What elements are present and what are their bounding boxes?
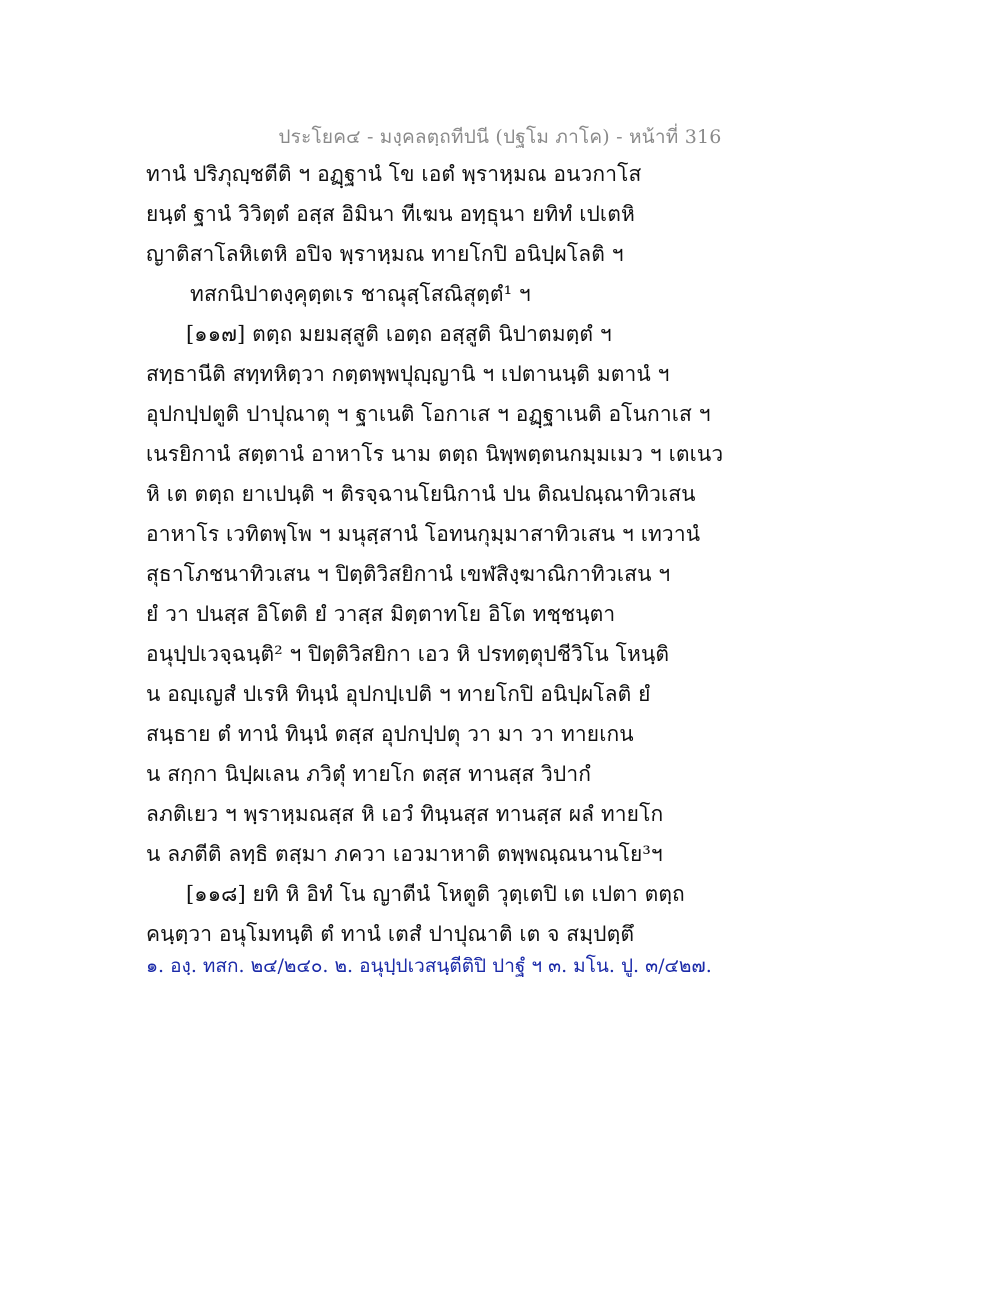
text-line: ลภติเยว ฯ พฺราหฺมณสฺส หิ เอวํ ทินฺนสฺส ทานสฺส ผลํ ทายโก — [146, 802, 664, 826]
text-line: ยํ วา ปนสฺส อิโตติ ยํ วาสฺส มิตฺตาทโย อิโต ทชฺชนฺตา — [146, 602, 616, 626]
running-header: ประโยค๔ - มงฺคลตฺถทีปนี (ปฐโม ภาโค) - หน้าที่ 316 — [278, 126, 722, 148]
text-line: สทฺธานีติ สทฺทหิตฺวา กตฺตพฺพปุญฺญานิ ฯ เปตานนฺติ มตานํ ฯ — [146, 362, 670, 386]
text-line: สนฺธาย ตํ ทานํ ทินฺนํ ตสฺส อุปกปฺปตุ วา มา วา ทายเกน — [146, 722, 634, 746]
text-line: อาหาโร เวทิตพฺโพ ฯ มนุสฺสานํ โอทนกุมฺมาสาทิวเสน ฯ เทวานํ — [146, 522, 701, 546]
text-line: อุปกปฺปตูติ ปาปุณาตุ ฯ ฐาเนติ โอกาเส ฯ อฏฺฐาเนติ อโนกาเส ฯ — [146, 402, 711, 426]
text-line: คนฺตฺวา อนุโมทนฺติ ตํ ทานํ เตสํ ปาปุณาติ เต จ สมฺปตฺตึ — [146, 922, 635, 946]
text-line: น อญฺเญสํ ปเรหิ ทินฺนํ อุปกปฺเปติ ฯ ทายโกปิ อนิปฺผโลติ ยํ — [146, 682, 651, 706]
text-line: เนรยิกานํ สตฺตานํ อาหาโร นาม ตตฺถ นิพฺพตฺตนกมฺมเมว ฯ เตเนว — [146, 442, 724, 466]
text-line: ทานํ ปริภุญฺชตีติ ฯ อฏฺฐานํ โข เอตํ พฺราหฺมณ อนวกาโส — [146, 162, 642, 186]
text-line: น สกฺกา นิปฺผเลน ภวิตุํ ทายโก ตสฺส ทานสฺส วิปากํ — [146, 762, 592, 786]
footnotes: ๑. องฺ. ทสก. ๒๔/๒๔๐. ๒. อนุปฺปเวสนฺตีติปิ ปาฐํ ฯ ๓. มโน. ปู. ๓/๔๒๗. — [146, 955, 712, 977]
text-line: น ลภตีติ ลทฺธิ ตสฺมา ภควา เอวมาหาติ ตพฺพณฺณนานโย³ฯ — [146, 842, 663, 866]
text-line: หิ เต ตตฺถ ยาเปนฺติ ฯ ติรจฺฉานโยนิกานํ ปน ติณปณฺณาทิวเสน — [146, 482, 696, 506]
sutta-reference-line: ทสกนิปาตงฺคุตฺตเร ชาณุสฺโสณิสุตฺตํ¹ ฯ — [190, 282, 531, 306]
body-text — [146, 154, 724, 954]
paragraph-118-start: [๑๑๘] ยทิ หิ อิทํ โน ญาตีนํ โหตูติ วุตฺเตปิ เต เปตา ตตฺถ — [186, 882, 685, 906]
text-line: ยนฺตํ ฐานํ วิวิตฺตํ อสฺส อิมินา ทีเฆน อทฺธุนา ยทิทํ เปเตหิ — [146, 202, 635, 226]
text-line: อนุปฺปเวจฺฉนฺติ² ฯ ปิตฺติวิสยิกา เอว หิ ปรทตฺตุปชีวิโน โหนฺติ — [146, 642, 670, 666]
paragraph-117-start: [๑๑๗] ตตฺถ มยมสฺสูติ เอตฺถ อสฺสูติ นิปาตมตฺตํ ฯ — [186, 322, 612, 346]
text-line: ญาติสาโลหิเตหิ อปิจ พฺราหฺมณ ทายโกปิ อนิปฺผโลติ ฯ — [146, 242, 624, 266]
text-line: สุธาโภชนาทิวเสน ฯ ปิตฺติวิสยิกานํ เขฬสิงฺฆาณิกาทิวเสน ฯ — [146, 562, 671, 586]
